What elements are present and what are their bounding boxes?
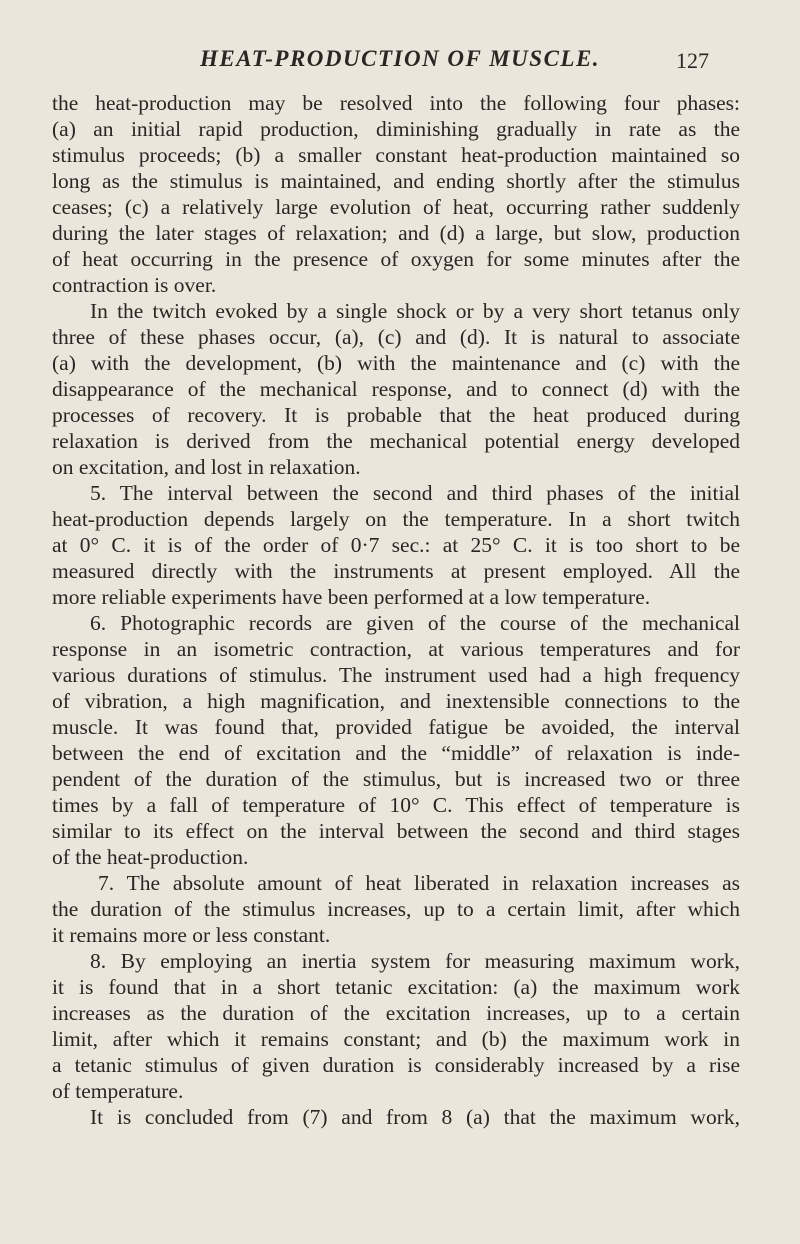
text-line: limit, after which it remains constant; and (b) the maximum work in [52, 1027, 740, 1051]
text-line: contraction is over. [52, 273, 217, 297]
text-line: (a) an initial rapid production, diminishing gradually in rate as the [52, 117, 740, 141]
text-line: (a) with the development, (b) with the maintenance and (c) with the [52, 351, 740, 375]
text-line: response in an isometric contraction, at various temperatures and for [52, 637, 740, 661]
text-line: ceases; (c) a relatively large evolution of heat, occurring rather suddenly [52, 195, 740, 219]
text-line: stimulus proceeds; (b) a smaller constant heat-production maintained so [52, 143, 740, 167]
text-line: the heat-production may be resolved into the following four phases: [52, 91, 740, 115]
page-header [0, 44, 800, 78]
text-line: 5. The interval between the second and third phases of the initial [90, 481, 740, 505]
text-line: 6. Photographic records are given of the course of the mechanical [90, 611, 740, 635]
text-line: long as the stimulus is maintained, and ending shortly after the stimulus [52, 169, 740, 193]
text-line: 8. By employing an inertia system for measuring maximum work, [90, 949, 740, 973]
text-line: the duration of the stimulus increases, up to a certain limit, after which [52, 897, 740, 921]
text-line: times by a fall of temperature of 10° C. This effect of temperature is [52, 793, 740, 817]
text-line: muscle. It was found that, provided fatigue be avoided, the interval [52, 715, 740, 739]
text-line: similar to its effect on the interval between the second and third stages [52, 819, 740, 843]
body-text [52, 90, 740, 1130]
text-line: during the later stages of relaxation; and (d) a large, but slow, production [52, 221, 740, 245]
text-line: it is found that in a short tetanic excitation: (a) the maximum work [52, 975, 740, 999]
running-title: HEAT-PRODUCTION OF MUSCLE. [200, 46, 601, 71]
text-line: various durations of stimulus. The instrument used had a high frequency [52, 663, 740, 687]
text-line: increases as the duration of the excitation increases, up to a certain [52, 1001, 740, 1025]
text-line: three of these phases occur, (a), (c) and (d). It is natural to associate [52, 325, 740, 349]
text-line: disappearance of the mechanical response, and to connect (d) with the [52, 377, 740, 401]
text-line: 7. The absolute amount of heat liberated in relaxation increases as [98, 871, 740, 895]
text-line: on excitation, and lost in relaxation. [52, 455, 361, 479]
text-line: heat-production depends largely on the temperature. In a short twitch [52, 507, 740, 531]
page-number: 127 [676, 48, 709, 73]
text-line: of temperature. [52, 1079, 184, 1103]
text-line: of heat occurring in the presence of oxygen for some minutes after the [52, 247, 740, 271]
text-line: measured directly with the instruments at present employed. All the [52, 559, 740, 583]
text-line: more reliable experiments have been performed at a low temperature. [52, 585, 651, 609]
text-line: at 0° C. it is of the order of 0·7 sec.: at 25° C. it is too short to be [52, 533, 740, 557]
text-line: pendent of the duration of the stimulus, but is increased two or three [52, 767, 740, 791]
text-line: between the end of excitation and the “middle” of relaxation is inde- [52, 741, 740, 765]
text-line: In the twitch evoked by a single shock or by a very short tetanus only [90, 299, 740, 323]
text-line: of vibration, a high magnification, and inextensible connections to the [52, 689, 740, 713]
text-line: relaxation is derived from the mechanical potential energy developed [52, 429, 740, 453]
text-line: processes of recovery. It is probable that the heat produced during [52, 403, 740, 427]
text-line: it remains more or less constant. [52, 923, 331, 947]
text-line: a tetanic stimulus of given duration is considerably increased by a rise [52, 1053, 740, 1077]
text-line: of the heat-production. [52, 845, 249, 869]
text-line: It is concluded from (7) and from 8 (a) that the maximum work, [90, 1105, 740, 1129]
